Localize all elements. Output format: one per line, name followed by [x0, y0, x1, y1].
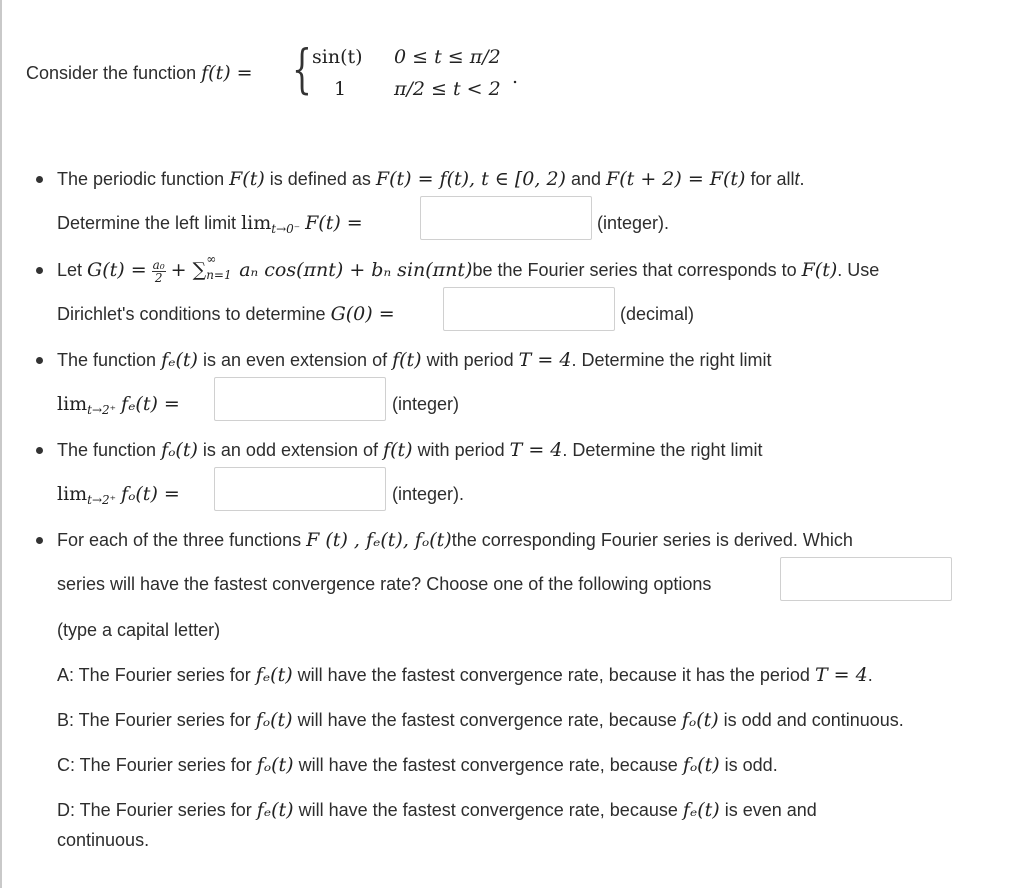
q2-line2: [57, 301, 395, 327]
case2-condition: π/2 ≤ t < 2: [394, 78, 501, 100]
bullet-q4: [36, 447, 43, 454]
option-c-prefix: C: The Fourier series for: [57, 755, 252, 775]
q5-line2: series will have the fastest convergence rate? Choose one of the following options: [57, 574, 712, 594]
q4-line2: [57, 481, 180, 513]
q1-left-limit-text: Determine the left limit: [57, 213, 237, 233]
q4-period-value: T = 4: [509, 439, 563, 461]
q4-text-odd: is an odd extension of: [202, 440, 379, 460]
q2-hint: (decimal): [620, 304, 695, 324]
option-d-fn2: fₑ(t): [682, 799, 720, 821]
q3-lim-expr: fₑ(t) =: [121, 393, 180, 415]
q1-text-and: and: [570, 169, 602, 189]
option-d-fn: fₑ(t): [256, 799, 294, 821]
bullet-q5: [36, 537, 43, 544]
bullet-q1: [36, 176, 43, 183]
q1-definition: F(t) = f(t), t ∈ [0, 2): [375, 168, 566, 190]
q3-line2: [57, 391, 180, 423]
option-b-text: will have the fastest convergence rate, because: [297, 710, 677, 730]
q1-line2: [57, 210, 363, 242]
q2-a0-num: a₀: [152, 257, 165, 272]
case2-value: 1: [334, 78, 347, 100]
q2-text-corresponds: be the Fourier series that corresponds to: [472, 260, 797, 280]
option-d-text: will have the fastest convergence rate, because: [298, 800, 678, 820]
option-c-fn2: fₒ(t): [682, 754, 720, 776]
q4-text: The function: [57, 440, 157, 460]
q4-line1: [57, 437, 762, 463]
q2-sum-limits: [206, 252, 234, 282]
q1-hint: (integer).: [597, 213, 670, 233]
q4-fo-of-t: fₒ(t): [161, 439, 198, 461]
q3-text-even: is an even extension of: [202, 350, 388, 370]
q2-answer-input[interactable]: [443, 287, 615, 331]
q1-lim-sub: t→0⁻: [271, 222, 301, 236]
option-c-fn: fₒ(t): [256, 754, 294, 776]
q2-line1: [57, 252, 880, 285]
q2-F-of-t: F(t): [801, 259, 838, 281]
q2-series-lhs: G(t) =: [87, 259, 147, 281]
q5-line1: [57, 527, 853, 553]
q1-answer-input[interactable]: [420, 196, 592, 240]
q5-text-derived: the corresponding Fourier series is derived. Which: [451, 530, 853, 550]
q3-answer-input[interactable]: [214, 377, 386, 421]
q3-text: The function: [57, 350, 157, 370]
option-a-text: will have the fastest convergence rate, because it has the period: [297, 665, 810, 685]
option-c-text: will have the fastest convergence rate, because: [298, 755, 678, 775]
option-d: [57, 797, 817, 823]
bullet-q3: [36, 357, 43, 364]
q3-f-of-t: f(t): [392, 349, 422, 371]
q2-a0-den: 2: [154, 270, 163, 285]
q4-lim-sub: t→2⁺: [87, 493, 117, 507]
q1-period: .: [799, 169, 805, 189]
q4-lim-expr: fₒ(t) =: [121, 483, 180, 505]
q5-answer-input[interactable]: [780, 557, 952, 601]
q2-sum-sup: ∞: [206, 252, 217, 266]
intro-line: [26, 60, 253, 86]
option-a-prefix: A: The Fourier series for: [57, 665, 251, 685]
q3-lim: lim: [57, 393, 88, 415]
q3-period-value: T = 4: [518, 349, 572, 371]
q1-t: t: [794, 169, 800, 189]
q5-text: For each of the three functions: [57, 530, 302, 550]
piecewise-brace: {: [292, 40, 312, 100]
intro-func: f(t) =: [201, 62, 253, 84]
q1-text-for-all: for all: [750, 169, 795, 189]
option-c-tail: is odd.: [724, 755, 778, 775]
q1-periodicity: F(t + 2) = F(t): [606, 168, 746, 190]
q4-text-right-limit: . Determine the right limit: [562, 440, 763, 460]
option-c: [57, 752, 778, 778]
q5-hint: (type a capital letter): [57, 620, 221, 640]
q3-hint: (integer): [392, 394, 460, 414]
bullet-q2: [36, 267, 43, 274]
option-d-tail: is even and: [724, 800, 817, 820]
option-b-prefix: B: The Fourier series for: [57, 710, 251, 730]
q4-f-of-t: f(t): [383, 439, 413, 461]
q2-dirichlet-text: Dirichlet's conditions to determine: [57, 304, 326, 324]
q2-sum-sub: n=1: [206, 268, 232, 282]
q3-lim-sub: t→2⁺: [87, 403, 117, 417]
q1-lim-expr: F(t) =: [305, 212, 363, 234]
q1-lim: lim: [241, 212, 272, 234]
q3-fe-of-t: fₑ(t): [161, 349, 198, 371]
q1-text-defined: is defined as: [269, 169, 371, 189]
q3-text-right-limit: . Determine the right limit: [571, 350, 772, 370]
option-d-prefix: D: The Fourier series for: [57, 800, 252, 820]
q4-answer-input[interactable]: [214, 467, 386, 511]
case1-value: sin(t): [312, 46, 363, 68]
q2-a0-fraction: [152, 259, 166, 284]
q2-series-rhs: aₙ cos(πnt) + bₙ sin(πnt): [239, 259, 473, 281]
q3-text-period: with period: [426, 350, 514, 370]
q2-text-let: Let: [57, 260, 83, 280]
page-left-border: [0, 0, 2, 888]
q1-F-of-t: F(t): [229, 168, 265, 190]
q1-text: The periodic function: [57, 169, 225, 189]
option-b-fn2: fₒ(t): [681, 709, 719, 731]
option-d-line2: continuous.: [57, 830, 150, 850]
q2-G0-expr: G(0) =: [330, 303, 395, 325]
q4-text-period: with period: [417, 440, 505, 460]
option-a: [57, 662, 873, 688]
q4-lim: lim: [57, 483, 88, 505]
case1-condition: 0 ≤ t ≤ π/2: [394, 46, 501, 68]
option-a-tail: .: [867, 665, 873, 685]
option-b-fn: fₒ(t): [255, 709, 293, 731]
q3-line1: [57, 347, 772, 373]
option-b-tail: is odd and continuous.: [723, 710, 904, 730]
q5-functions: F (t) , fₑ(t), fₒ(t): [306, 529, 452, 551]
q2-plus-sum: + ∑: [170, 259, 207, 281]
intro-period: .: [512, 66, 519, 88]
q1-line1: [57, 166, 804, 192]
q4-hint: (integer).: [392, 484, 465, 504]
q2-text-use: . Use: [837, 260, 880, 280]
option-b: [57, 707, 904, 733]
option-a-fn: fₑ(t): [255, 664, 293, 686]
intro-lead: Consider the function: [26, 63, 197, 83]
option-a-period: T = 4: [814, 664, 868, 686]
